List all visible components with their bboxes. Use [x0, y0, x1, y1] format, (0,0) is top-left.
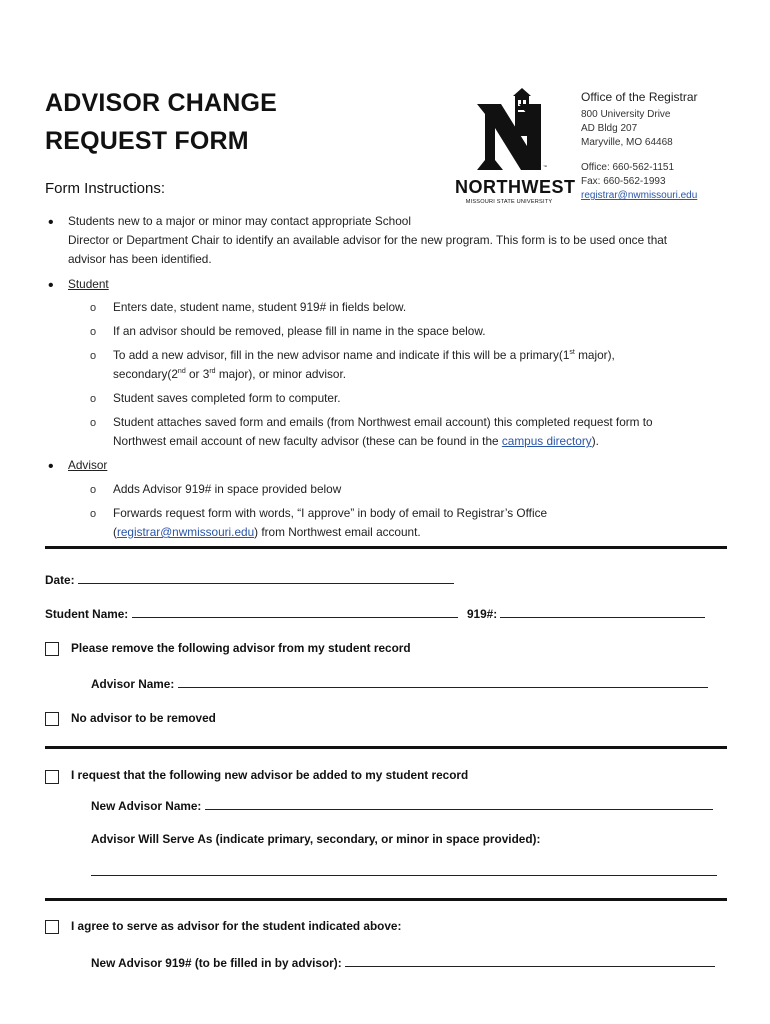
add-advisor-checkbox[interactable] — [45, 770, 59, 784]
sub-bullet-icon: o — [90, 350, 97, 362]
svg-text:™: ™ — [543, 164, 547, 169]
campus-directory-link[interactable]: campus directory — [501, 434, 592, 448]
office-address-line2: AD Bldg 207 — [581, 123, 638, 134]
student-name-label: Student Name: — [45, 607, 129, 621]
date-input-line[interactable] — [78, 572, 454, 584]
bullet-icon: • — [48, 277, 54, 294]
new-advisor-name-input-line[interactable] — [205, 798, 713, 810]
office-name: Office of the Registrar — [581, 90, 698, 104]
student-step-4: Student saves completed form to computer. — [113, 391, 341, 405]
no-advisor-removed-checkbox[interactable] — [45, 712, 59, 726]
form-title-line1: ADVISOR CHANGE — [45, 89, 277, 117]
advisor-name-input-line[interactable] — [178, 676, 708, 688]
agree-label: I agree to serve as advisor for the student indicated above: — [71, 919, 402, 933]
section-divider — [45, 746, 727, 749]
sub-bullet-icon: o — [90, 302, 97, 314]
student-step-5-line-1: Student attaches saved form and emails (from Northwest email account) this completed request form to — [113, 415, 653, 429]
student-step-2: If an advisor should be removed, please fill in name in the space below. — [113, 324, 486, 338]
intro-line-1: Students new to a major or minor may contact appropriate School — [68, 214, 411, 228]
logo-subtitle: MISSOURI STATE UNIVERSITY — [465, 199, 553, 205]
advisor-name-field — [91, 676, 708, 691]
date-field — [45, 572, 454, 587]
form-title — [45, 84, 277, 160]
date-label: Date: — [45, 573, 75, 587]
new-advisor-name-label: New Advisor Name: — [91, 799, 202, 813]
sub-bullet-icon: o — [90, 484, 97, 496]
office-fax: Fax: 660-562-1993 — [581, 176, 666, 187]
new-advisor-id-field — [91, 955, 715, 970]
office-address-line3: Maryville, MO 64468 — [581, 137, 673, 148]
advisor-name-label: Advisor Name: — [91, 677, 175, 691]
student-id-input-line[interactable] — [500, 606, 705, 618]
northwest-logo — [455, 88, 576, 210]
student-id-field — [467, 606, 705, 621]
student-name-input-line[interactable] — [132, 606, 458, 618]
bullet-icon: • — [48, 214, 54, 231]
sub-bullet-icon: o — [90, 417, 97, 429]
office-email-link[interactable]: registrar@nwmissouri.edu — [581, 190, 698, 201]
student-id-label: 919#: — [467, 607, 498, 621]
serve-as-input-line[interactable] — [91, 864, 717, 876]
sub-bullet-icon: o — [90, 393, 97, 405]
serve-as-label: Advisor Will Serve As (indicate primary, secondary, or minor in space provided): — [91, 832, 541, 846]
registrar-email-link[interactable]: registrar@nwmissouri.edu — [116, 525, 255, 539]
student-step-1: Enters date, student name, student 919# in fields below. — [113, 300, 407, 314]
office-info — [581, 89, 698, 203]
sub-bullet-icon: o — [90, 326, 97, 338]
intro-line-2: Director or Department Chair to identify an available advisor for the new program. This form is to be used once that — [68, 233, 668, 247]
advisor-step-1: Adds Advisor 919# in space provided below — [113, 482, 342, 496]
logo-wordmark: NORTHWEST — [455, 177, 576, 197]
intro-line-3: advisor has been identified. — [68, 252, 212, 266]
new-advisor-id-label: New Advisor 919# (to be filled in by advisor): — [91, 956, 342, 970]
agree-checkbox[interactable] — [45, 920, 59, 934]
student-name-field — [45, 606, 458, 621]
section-divider — [45, 898, 727, 901]
office-address-line1: 800 University Drive — [581, 109, 671, 120]
advisor-step-2-line-2: (registrar@nwmissouri.edu) from Northwest email account. — [113, 525, 421, 539]
section-divider — [45, 546, 727, 549]
new-advisor-id-input-line[interactable] — [345, 955, 715, 967]
sub-bullet-icon: o — [90, 508, 97, 520]
northwest-n-icon — [455, 88, 563, 176]
student-step-3-line-1: To add a new advisor, fill in the new advisor name and indicate if this will be a primary(1st major), — [113, 348, 615, 362]
remove-advisor-checkbox[interactable] — [45, 642, 59, 656]
office-phone: Office: 660-562-1151 — [581, 162, 675, 173]
new-advisor-name-field — [91, 798, 713, 813]
student-step-5-line-2: Northwest email account of new faculty advisor (these can be found in the campus directory). — [113, 434, 599, 448]
advisor-step-2-line-1: Forwards request form with words, “I approve” in body of email to Registrar’s Office — [113, 506, 548, 520]
student-step-3-line-2: secondary(2nd or 3rd major), or minor advisor. — [113, 367, 347, 381]
add-advisor-label: I request that the following new advisor be added to my student record — [71, 768, 469, 782]
instructions-heading: Form Instructions: — [45, 180, 166, 197]
remove-advisor-label: Please remove the following advisor from my student record — [71, 641, 411, 655]
advisor-heading: Advisor — [68, 458, 108, 472]
form-title-line2: REQUEST FORM — [45, 127, 249, 155]
student-heading: Student — [68, 277, 109, 291]
no-advisor-removed-label: No advisor to be removed — [71, 711, 216, 725]
bullet-icon: • — [48, 458, 54, 475]
